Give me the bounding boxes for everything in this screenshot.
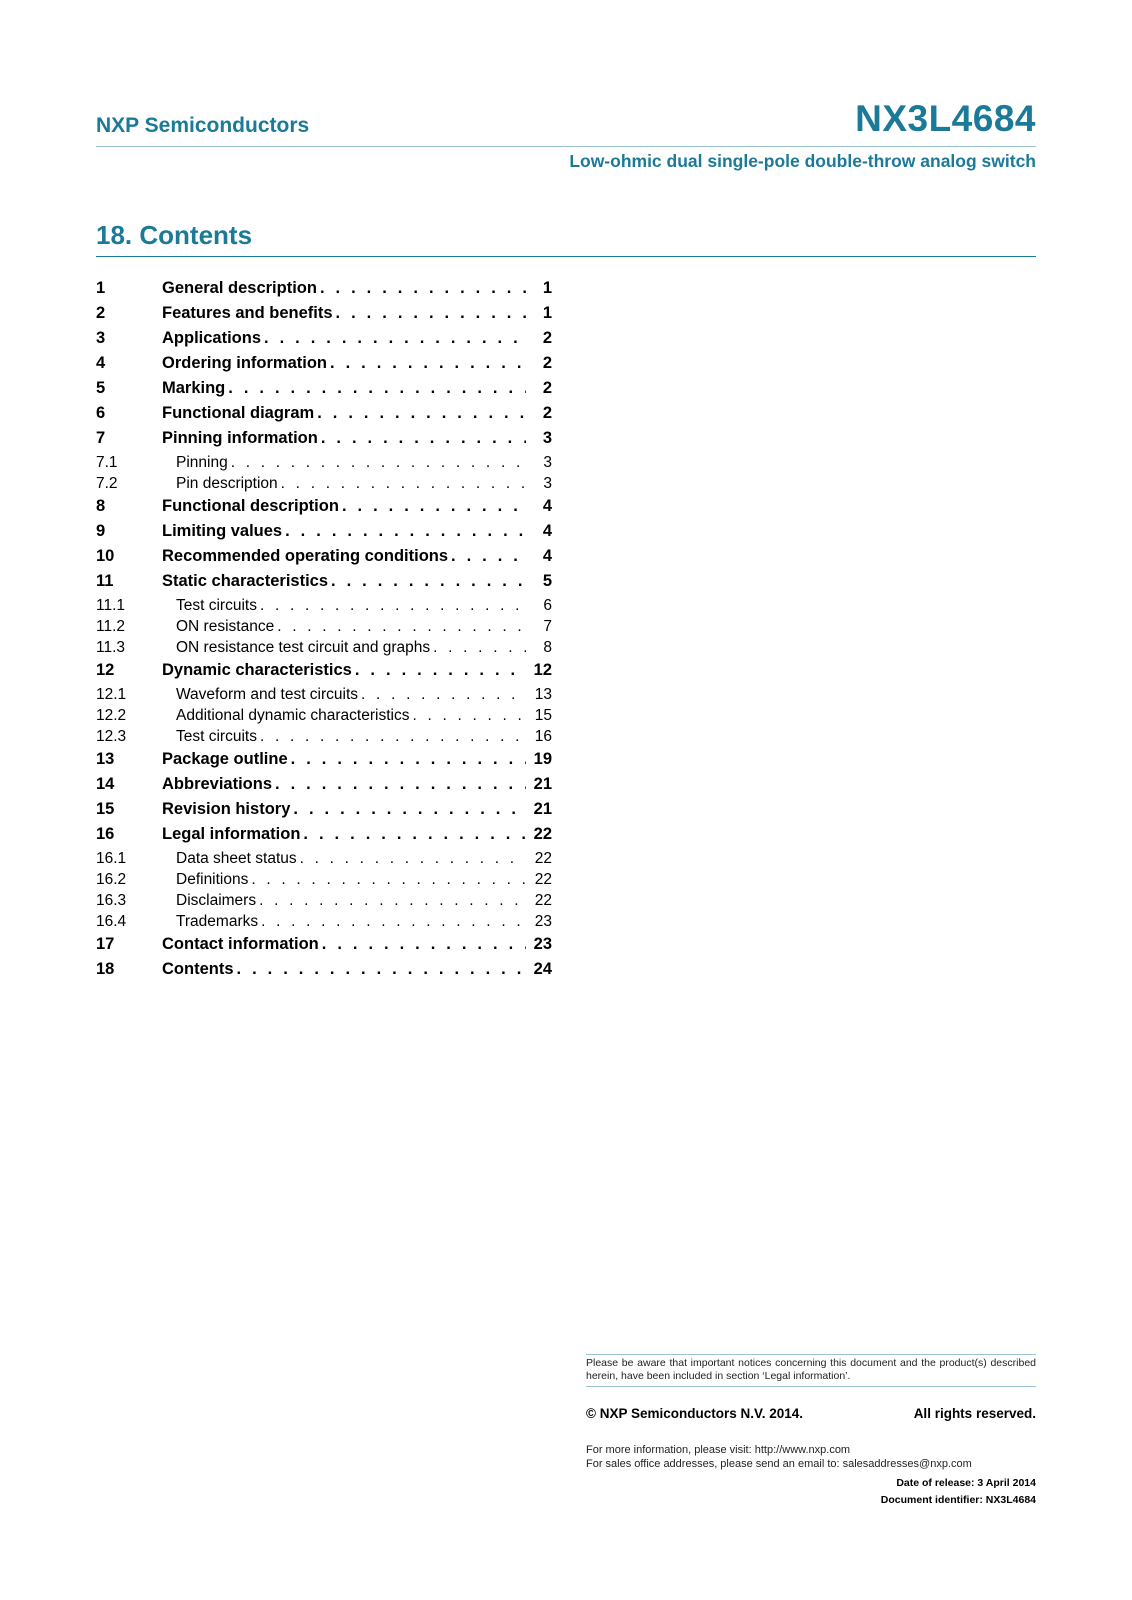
- toc-entry-leader: [162, 304, 526, 323]
- toc-entry[interactable]: [96, 935, 552, 960]
- toc-entry[interactable]: [96, 775, 552, 800]
- toc-entry[interactable]: [96, 597, 552, 618]
- toc-entry[interactable]: [96, 304, 552, 329]
- toc-dot-leader: [281, 475, 526, 493]
- toc-entry[interactable]: [96, 639, 552, 660]
- toc-entry[interactable]: [96, 547, 552, 572]
- toc-entry-page[interactable]: 2: [542, 329, 552, 347]
- toc-dot-leader: [331, 572, 526, 591]
- toc-entry-leader: [162, 825, 526, 844]
- toc-dot-leader: [320, 279, 526, 298]
- header-divider: [96, 146, 1036, 147]
- toc-entry-page[interactable]: 21: [533, 800, 552, 818]
- toc-entry-number: 11: [96, 572, 114, 590]
- toc-entry-title[interactable]: Marking: [162, 379, 226, 397]
- toc-entry-number: 2: [96, 304, 106, 322]
- toc-entry-page[interactable]: 8: [543, 639, 552, 656]
- toc-entry-leader: [176, 475, 526, 493]
- toc-dot-leader: [237, 960, 527, 979]
- toc-dot-leader: [451, 547, 526, 566]
- toc-entry[interactable]: [96, 379, 552, 404]
- toc-entry-page[interactable]: 6: [543, 597, 552, 614]
- toc-entry-title[interactable]: Contact information: [162, 935, 319, 953]
- toc-entry-number: 17: [96, 935, 115, 953]
- toc-dot-leader: [321, 429, 526, 448]
- toc-entry-title[interactable]: Trademarks: [176, 913, 259, 930]
- toc-entry-title[interactable]: Contents: [162, 960, 234, 978]
- toc-entry[interactable]: [96, 686, 552, 707]
- toc-entry-leader: [176, 913, 526, 931]
- toc-entry[interactable]: [96, 960, 552, 985]
- toc-entry-title[interactable]: Pinning information: [162, 429, 318, 447]
- toc-dot-leader: [277, 618, 526, 636]
- toc-dot-leader: [355, 661, 526, 680]
- toc-entry-title[interactable]: Disclaimers: [176, 892, 257, 909]
- toc-entry-leader: [162, 935, 526, 954]
- toc-dot-leader: [261, 913, 526, 931]
- all-rights-reserved: All rights reserved.: [913, 1406, 1036, 1421]
- toc-entry-title[interactable]: Legal information: [162, 825, 301, 843]
- toc-entry-number: 7: [96, 429, 106, 447]
- toc-entry-number: 16.3: [96, 892, 127, 909]
- toc-entry-number: 16.1: [96, 850, 127, 867]
- document-identifier: Document identifier: NX3L4684: [880, 1494, 1036, 1506]
- toc-entry-page[interactable]: 4: [542, 547, 552, 565]
- toc-entry-number: 16.4: [96, 913, 127, 930]
- toc-entry-number: 14: [96, 775, 115, 793]
- toc-entry-page[interactable]: 3: [543, 475, 552, 492]
- toc-entry-title[interactable]: Data sheet status: [176, 850, 297, 867]
- toc-entry-page[interactable]: 16: [534, 728, 552, 745]
- toc-dot-leader: [336, 304, 526, 323]
- toc-entry[interactable]: [96, 800, 552, 825]
- toc-dot-leader: [300, 850, 526, 868]
- toc-entry-title[interactable]: Test circuits: [176, 728, 257, 745]
- toc-entry-page[interactable]: 3: [542, 429, 552, 447]
- toc-entry-title[interactable]: Functional diagram: [162, 404, 315, 422]
- toc-entry-page[interactable]: 15: [534, 707, 552, 724]
- toc-dot-leader: [275, 775, 526, 794]
- toc-entry-title[interactable]: Package outline: [162, 750, 288, 768]
- toc-entry-page[interactable]: 24: [533, 960, 552, 978]
- toc-entry-number: 16: [96, 825, 115, 843]
- toc-entry-number: 12.1: [96, 686, 127, 703]
- toc-entry-leader: [176, 597, 526, 615]
- toc-dot-leader: [361, 686, 526, 704]
- toc-entry-page[interactable]: 7: [543, 618, 552, 635]
- toc-entry-leader: [176, 892, 526, 910]
- toc-entry[interactable]: [96, 497, 552, 522]
- product-name: NX3L4684: [855, 98, 1036, 139]
- toc-dot-leader: [433, 639, 526, 657]
- toc-entry-leader: [162, 379, 526, 398]
- toc-entry[interactable]: [96, 475, 552, 496]
- toc-entry-title[interactable]: Limiting values: [162, 522, 283, 540]
- toc-entry-page[interactable]: 1: [542, 304, 552, 322]
- toc-entry-title[interactable]: Revision history: [162, 800, 291, 818]
- toc-entry-page[interactable]: 4: [542, 497, 552, 515]
- toc-entry-leader: [162, 329, 526, 348]
- toc-entry-number: 13: [96, 750, 115, 768]
- toc-entry-title[interactable]: ON resistance: [176, 618, 275, 635]
- toc-entry-title[interactable]: Definitions: [176, 871, 249, 888]
- toc-entry[interactable]: [96, 892, 552, 913]
- sales-email-link[interactable]: For sales office addresses, please send an email to: salesaddresses@nxp.com: [586, 1458, 972, 1470]
- toc-entry-number: 11.2: [96, 618, 126, 635]
- toc-entry[interactable]: [96, 707, 552, 728]
- toc-entry-number: 7.1: [96, 454, 118, 471]
- toc-entry-page[interactable]: 1: [542, 279, 552, 297]
- toc-entry-number: 5: [96, 379, 106, 397]
- toc-dot-leader: [293, 800, 526, 819]
- toc-entry[interactable]: [96, 871, 552, 892]
- toc-entry-page[interactable]: 2: [542, 379, 552, 397]
- toc-entry-leader: [176, 686, 526, 704]
- toc-dot-leader: [259, 892, 526, 910]
- toc-entry-number: 7.2: [96, 475, 118, 492]
- toc-entry-number: 12: [96, 661, 115, 679]
- toc-dot-leader: [285, 522, 526, 541]
- toc-entry-page[interactable]: 5: [542, 572, 552, 590]
- toc-entry-leader: [176, 454, 526, 472]
- toc-entry-leader: [162, 661, 526, 680]
- toc-entry[interactable]: [96, 454, 552, 475]
- toc-entry-leader: [162, 522, 526, 541]
- toc-entry-leader: [176, 707, 526, 725]
- toc-entry-number: 10: [96, 547, 115, 565]
- toc-entry[interactable]: [96, 728, 552, 749]
- toc-dot-leader: [342, 497, 526, 516]
- toc-entry-number: 18: [96, 960, 115, 978]
- toc-entry[interactable]: [96, 913, 552, 934]
- toc-dot-leader: [260, 728, 526, 746]
- section-divider: [96, 256, 1036, 257]
- toc-entry-page[interactable]: 22: [534, 850, 552, 867]
- product-subtitle: Low-ohmic dual single-pole double-throw analog switch: [569, 151, 1036, 171]
- toc-entry[interactable]: [96, 404, 552, 429]
- toc-entry-title[interactable]: Abbreviations: [162, 775, 273, 793]
- toc-entry-leader: [176, 618, 526, 636]
- toc-entry-title[interactable]: Recommended operating conditions: [162, 547, 449, 565]
- toc-entry-page[interactable]: 21: [533, 775, 552, 793]
- toc-entry-title[interactable]: Dynamic characteristics: [162, 661, 352, 679]
- table-of-contents: [96, 279, 552, 985]
- toc-entry-leader: [176, 871, 526, 889]
- toc-entry-leader: [162, 960, 526, 979]
- toc-entry-title[interactable]: Static characteristics: [162, 572, 329, 590]
- toc-entry-title[interactable]: Features and benefits: [162, 304, 333, 322]
- company-name: NXP Semiconductors: [96, 114, 310, 137]
- toc-entry-title[interactable]: Ordering information: [162, 354, 327, 372]
- toc-entry-number: 1: [96, 279, 106, 297]
- toc-dot-leader: [330, 354, 526, 373]
- toc-entry[interactable]: [96, 354, 552, 379]
- toc-entry-title[interactable]: Applications: [162, 329, 262, 347]
- toc-entry-leader: [162, 429, 526, 448]
- toc-entry-page[interactable]: 3: [543, 454, 552, 471]
- toc-entry-leader: [176, 728, 526, 746]
- toc-entry-number: 15: [96, 800, 115, 818]
- toc-entry-title[interactable]: Pinning: [176, 454, 228, 471]
- toc-dot-leader: [412, 707, 526, 725]
- toc-entry-number: 3: [96, 329, 106, 347]
- toc-entry[interactable]: [96, 661, 552, 686]
- toc-entry-leader: [176, 850, 526, 868]
- toc-entry-page[interactable]: 22: [534, 871, 552, 888]
- toc-entry-title[interactable]: Functional description: [162, 497, 339, 515]
- toc-entry[interactable]: [96, 572, 552, 597]
- toc-entry-page[interactable]: 2: [542, 404, 552, 422]
- toc-entry-number: 12.2: [96, 707, 127, 724]
- toc-entry-leader: [162, 775, 526, 794]
- toc-entry-page[interactable]: 23: [533, 935, 552, 953]
- toc-entry-leader: [162, 497, 526, 516]
- toc-entry-leader: [162, 354, 526, 373]
- toc-entry-page[interactable]: 12: [533, 661, 552, 679]
- toc-entry-number: 11.3: [96, 639, 126, 656]
- legal-notice: Please be aware that important notices concerning this document and the product(s) described herein, have been included in section ‘Legal information’.: [586, 1354, 1036, 1387]
- toc-entry-title[interactable]: Waveform and test circuits: [176, 686, 359, 703]
- toc-entry-page[interactable]: 22: [533, 825, 552, 843]
- toc-entry[interactable]: [96, 850, 552, 871]
- copyright: © NXP Semiconductors N.V. 2014.: [586, 1406, 804, 1421]
- toc-entry[interactable]: [96, 750, 552, 775]
- toc-entry-title[interactable]: General description: [162, 279, 317, 297]
- toc-entry-leader: [162, 404, 526, 423]
- section-title: 18. Contents: [96, 220, 253, 250]
- toc-dot-leader: [228, 379, 526, 398]
- toc-entry-page[interactable]: 2: [542, 354, 552, 372]
- toc-entry-page[interactable]: 22: [534, 892, 552, 909]
- toc-entry-page[interactable]: 4: [542, 522, 552, 540]
- toc-entry-title[interactable]: ON resistance test circuit and graphs: [176, 639, 431, 656]
- toc-entry-leader: [176, 639, 526, 657]
- toc-entry-number: 11.1: [96, 597, 126, 614]
- toc-entry-title[interactable]: Additional dynamic characteristics: [176, 707, 410, 724]
- toc-entry[interactable]: [96, 429, 552, 454]
- more-info-link[interactable]: For more information, please visit: http://www.nxp.com: [586, 1444, 851, 1456]
- toc-entry-leader: [162, 279, 526, 298]
- toc-entry-number: 6: [96, 404, 106, 422]
- toc-entry-title[interactable]: Pin description: [176, 475, 278, 492]
- toc-entry-number: 16.2: [96, 871, 127, 888]
- toc-entry[interactable]: [96, 279, 552, 304]
- toc-dot-leader: [231, 454, 526, 472]
- toc-dot-leader: [317, 404, 526, 423]
- toc-entry[interactable]: [96, 618, 552, 639]
- toc-entry-page[interactable]: 13: [534, 686, 552, 703]
- toc-entry-number: 9: [96, 522, 106, 540]
- toc-entry-number: 4: [96, 354, 106, 372]
- toc-entry-title[interactable]: Test circuits: [176, 597, 257, 614]
- toc-dot-leader: [260, 597, 526, 615]
- toc-dot-leader: [264, 329, 526, 348]
- toc-entry-leader: [162, 800, 526, 819]
- toc-entry-leader: [162, 572, 526, 591]
- toc-entry-page[interactable]: 19: [533, 750, 552, 768]
- toc-entry[interactable]: [96, 522, 552, 547]
- toc-dot-leader: [322, 935, 526, 954]
- toc-dot-leader: [291, 750, 526, 769]
- toc-entry[interactable]: [96, 329, 552, 354]
- toc-dot-leader: [303, 825, 526, 844]
- toc-entry-leader: [162, 547, 526, 566]
- toc-dot-leader: [251, 871, 526, 889]
- toc-entry-page[interactable]: 23: [534, 913, 552, 930]
- toc-entry-number: 8: [96, 497, 106, 515]
- toc-entry-leader: [162, 750, 526, 769]
- toc-entry[interactable]: [96, 825, 552, 850]
- date-of-release: Date of release: 3 April 2014: [896, 1477, 1036, 1489]
- toc-entry-number: 12.3: [96, 728, 127, 745]
